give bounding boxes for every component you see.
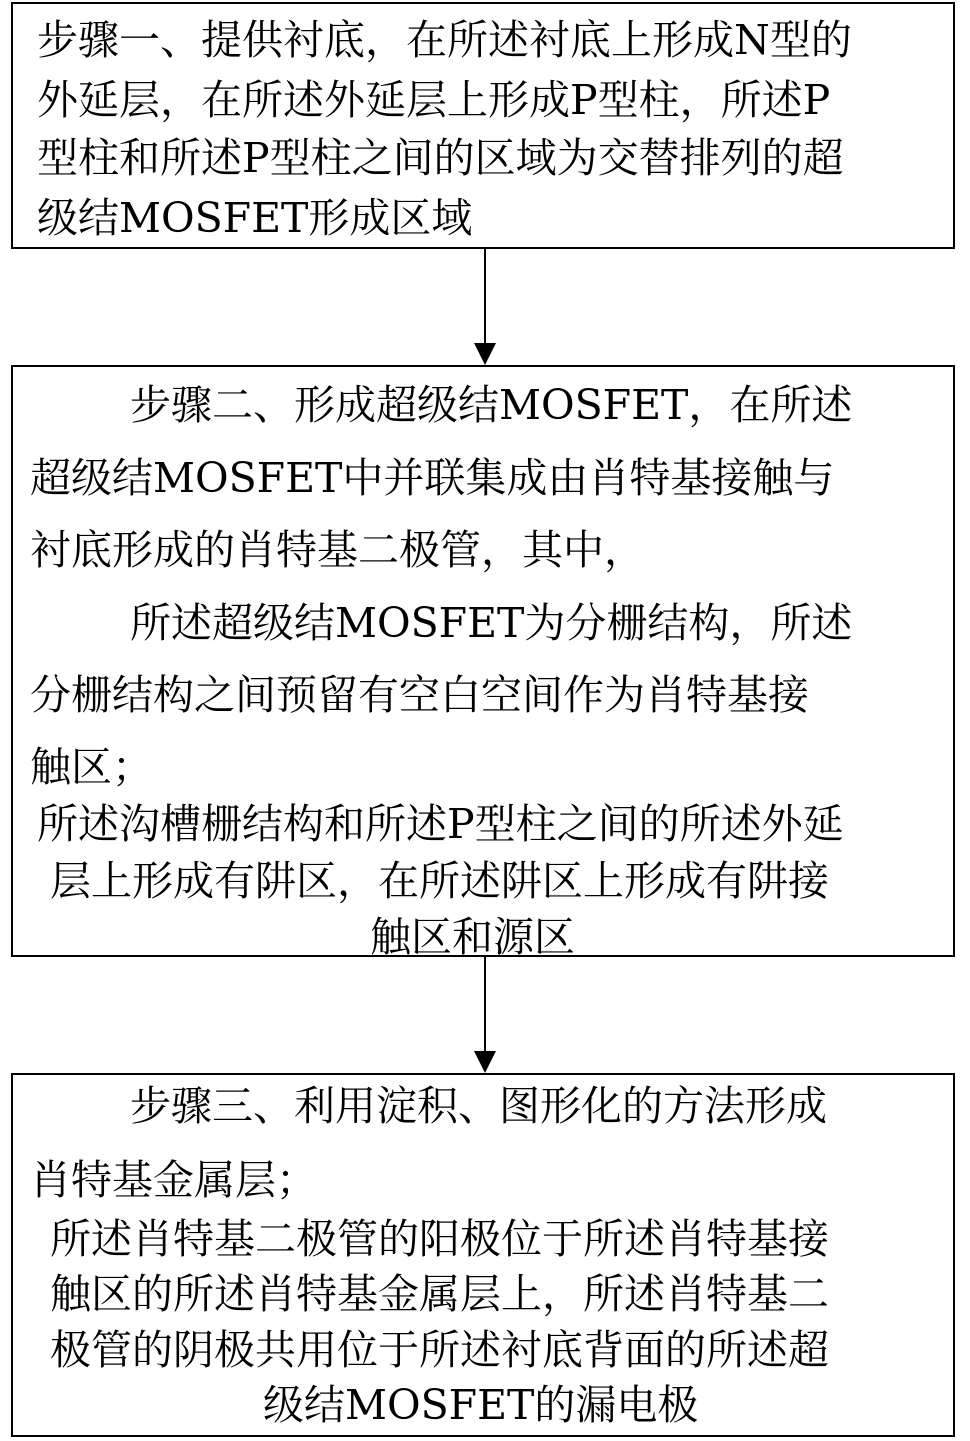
step-2-line-6: 触区；: [30, 743, 153, 791]
step-1-line-4: 级结MOSFET形成区域: [37, 194, 473, 242]
step-1-box: [11, 2, 955, 249]
step-1-line-1: 步骤一、提供衬底，在所述衬底上形成N型的: [37, 16, 852, 64]
step-2-box: [11, 365, 955, 961]
step-2-line-4: 所述超级结MOSFET为分栅结构，所述: [130, 599, 853, 647]
step-2-line-1: 步骤二、形成超级结MOSFET，在所述: [130, 381, 853, 429]
step-2-line-5: 分栅结构之间预留有空白空间作为肖特基接: [30, 671, 809, 719]
step-3-line-2: 肖特基金属层；: [30, 1156, 317, 1204]
step-2-line-7: 所述沟槽栅结构和所述P型柱之间的所述外延: [37, 800, 844, 848]
step-2-line-9: 触区和源区: [370, 913, 575, 961]
step-3-box: [11, 1073, 955, 1437]
step-3-line-3: 所述肖特基二极管的阳极位于所述肖特基接: [50, 1215, 829, 1263]
step-3-line-1: 步骤三、利用淀积、图形化的方法形成: [130, 1082, 827, 1130]
step-2-line-3: 衬底形成的肖特基二极管，其中，: [30, 526, 645, 574]
step-3-line-4: 触区的所述肖特基金属层上，所述肖特基二: [50, 1270, 829, 1318]
step-2-line-8: 层上形成有阱区，在所述阱区上形成有阱接: [50, 857, 829, 905]
flow-arrow-1: [474, 249, 496, 365]
step-2-line-2: 超级结MOSFET中并联集成由肖特基接触与: [30, 454, 835, 502]
step-3-line-5: 极管的阴极共用位于所述衬底背面的所述超: [50, 1326, 829, 1374]
step-1-line-3: 型柱和所述P型柱之间的区域为交替排列的超: [37, 134, 844, 182]
flow-arrow-2: [474, 957, 496, 1073]
step-1-line-2: 外延层，在所述外延层上形成P型柱，所述P: [37, 76, 831, 124]
step-3-line-6: 级结MOSFET的漏电极: [263, 1381, 699, 1429]
